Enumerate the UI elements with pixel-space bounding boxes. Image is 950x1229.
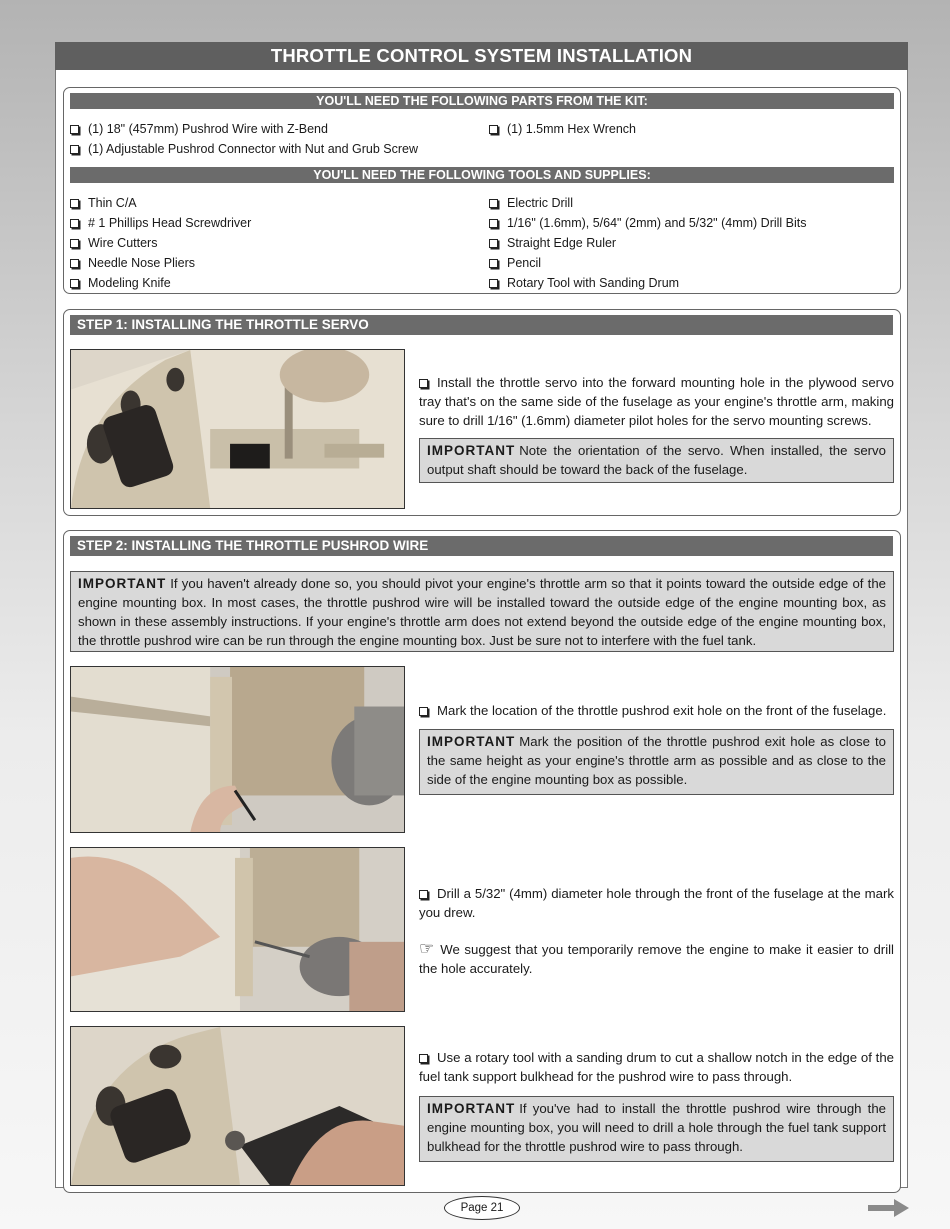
next-page-arrow-icon[interactable] bbox=[868, 1198, 910, 1218]
parts-item: (1) 1.5mm Hex Wrench bbox=[489, 121, 636, 137]
important-label: IMPORTANT bbox=[427, 443, 516, 458]
checkbox[interactable] bbox=[489, 199, 498, 208]
page-title: THROTTLE CONTROL SYSTEM INSTALLATION bbox=[55, 42, 908, 70]
checkbox[interactable] bbox=[70, 219, 79, 228]
parts-item: (1) Adjustable Pushrod Connector with Nut and Grub Screw bbox=[70, 141, 418, 157]
step2-substep1-text: Mark the location of the throttle pushrod exit hole on the front of the fuselage. bbox=[419, 701, 894, 720]
tools-item: Modeling Knife bbox=[70, 275, 171, 291]
checkbox[interactable] bbox=[70, 239, 79, 248]
step2-photo-drill bbox=[70, 847, 405, 1012]
step2-substep2-tip: ☞ We suggest that you temporarily remove the engine to make it easier to drill the hole accurately. bbox=[419, 939, 894, 976]
important-label: IMPORTANT bbox=[427, 1101, 516, 1116]
step1-important-box: IMPORTANT Note the orientation of the servo. When installed, the servo output shaft should be toward the back of the fuselage. bbox=[419, 438, 894, 483]
step2-photo-mark bbox=[70, 666, 405, 833]
tools-item: 1/16" (1.6mm), 5/64" (2mm) and 5/32" (4mm) Drill Bits bbox=[489, 215, 807, 231]
step2-photo-rotary bbox=[70, 1026, 405, 1186]
checkbox[interactable] bbox=[70, 259, 79, 268]
important-label: IMPORTANT bbox=[78, 576, 167, 591]
parts-heading: YOU'LL NEED THE FOLLOWING PARTS FROM THE KIT: bbox=[70, 93, 894, 109]
checkbox[interactable] bbox=[489, 239, 498, 248]
checkbox[interactable] bbox=[489, 219, 498, 228]
checkbox[interactable] bbox=[70, 145, 79, 154]
step2-heading: STEP 2: INSTALLING THE THROTTLE PUSHROD WIRE bbox=[70, 536, 893, 556]
checkbox[interactable] bbox=[419, 890, 428, 899]
step1-photo bbox=[70, 349, 405, 509]
parts-item: (1) 18" (457mm) Pushrod Wire with Z-Bend bbox=[70, 121, 328, 137]
checkbox[interactable] bbox=[489, 125, 498, 134]
tools-item: Electric Drill bbox=[489, 195, 573, 211]
pointing-hand-icon: ☞ bbox=[419, 939, 435, 958]
tools-item: Straight Edge Ruler bbox=[489, 235, 616, 251]
tools-item: Pencil bbox=[489, 255, 541, 271]
checkbox[interactable] bbox=[489, 279, 498, 288]
checkbox[interactable] bbox=[70, 125, 79, 134]
step2-substep3-important-box: IMPORTANT If you've had to install the throttle pushrod wire through the engine mounting box, you will need to drill a hole through the fuel tank support bulkhead for the throttle pushrod wire to pass through. bbox=[419, 1096, 894, 1162]
checkbox[interactable] bbox=[489, 259, 498, 268]
checkbox[interactable] bbox=[70, 199, 79, 208]
tools-item: Wire Cutters bbox=[70, 235, 157, 251]
checkbox[interactable] bbox=[419, 379, 428, 388]
step2-substep1-important-box: IMPORTANT Mark the position of the throttle pushrod exit hole as close to the same height as your engine's throttle arm as possible and as close to the side of the engine mounting box as possible. bbox=[419, 729, 894, 795]
checkbox[interactable] bbox=[419, 707, 428, 716]
step1-text: Install the throttle servo into the forward mounting hole in the plywood servo tray that's on the same side of the fuselage as your engine's throttle arm, making sure to drill 1/16" (1.6mm) diameter pilot holes for the servo mounting screws. bbox=[419, 375, 894, 428]
tools-item: Needle Nose Pliers bbox=[70, 255, 195, 271]
checkbox[interactable] bbox=[70, 279, 79, 288]
step2-substep3-text: Use a rotary tool with a sanding drum to cut a shallow notch in the edge of the fuel tank support bulkhead for the pushrod wire to pass through. bbox=[419, 1050, 894, 1084]
tools-item: Rotary Tool with Sanding Drum bbox=[489, 275, 679, 291]
tools-item: # 1 Phillips Head Screwdriver bbox=[70, 215, 251, 231]
step2-important-box: IMPORTANT If you haven't already done so, you should pivot your engine's throttle arm so that it points toward the outside edge of the engine mounting box. In most cases, the throttle pushrod wire will be installed toward the outside edge of the engine mounting box, as shown in these assembly instructions. If your engine's throttle arm does not extend beyond the outside edge of the engine mounting box, the throttle pushrod wire can be run through the engine mounting box. Just be sure not to interfere with the fuel tank. bbox=[70, 571, 894, 652]
checkbox[interactable] bbox=[419, 1054, 428, 1063]
tools-heading: YOU'LL NEED THE FOLLOWING TOOLS AND SUPPLIES: bbox=[70, 167, 894, 183]
step2-substep2-text: Drill a 5/32" (4mm) diameter hole through the front of the fuselage at the mark you drew. bbox=[419, 886, 894, 920]
step1-heading: STEP 1: INSTALLING THE THROTTLE SERVO bbox=[70, 315, 893, 335]
tools-item: Thin C/A bbox=[70, 195, 137, 211]
important-label: IMPORTANT bbox=[427, 734, 516, 749]
page-number: Page 21 bbox=[444, 1196, 520, 1220]
